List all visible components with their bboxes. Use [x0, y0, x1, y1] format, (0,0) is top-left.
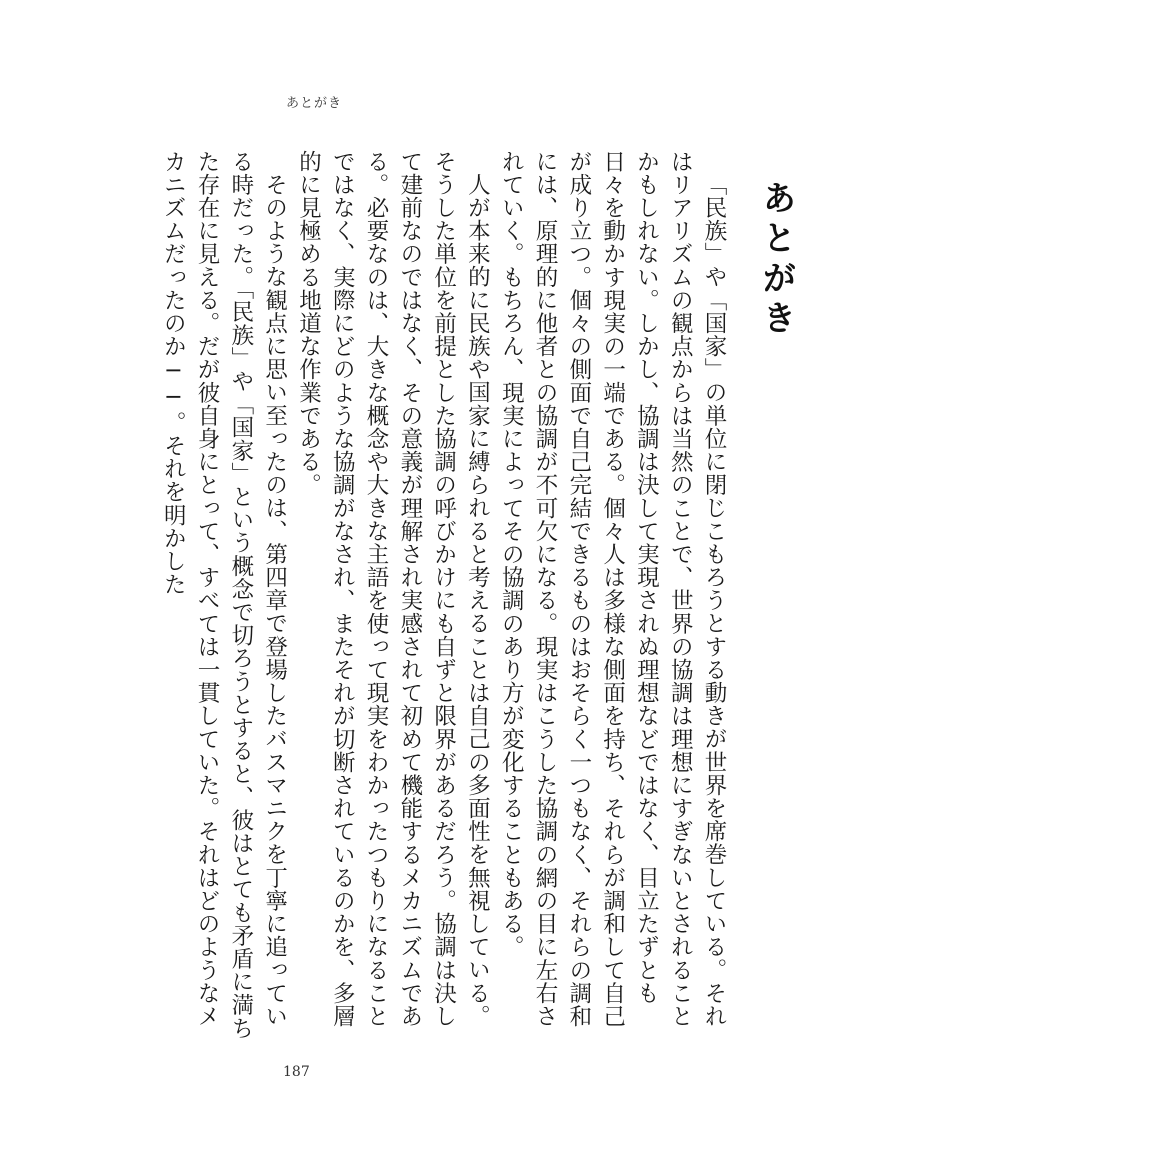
- page-number: 187: [283, 1064, 310, 1080]
- paragraph-3: そのような観点に思い至ったのは、第四章で登場したバスマニクを丁寧に追っている時だった。「民族」や「国家」という概念で切ろうとすると、彼はとても矛盾に満ちた存在に見える。だが彼自身にとって、すべては一貫していた。それはどのようなメカニズムだったのか──。それを明かした: [160, 150, 288, 1040]
- paragraph-1: 「民族」や「国家」の単位に閉じこもろうとする動きが世界を席巻している。それはリアリズムの観点からは当然のことで、世界の協調は理想にすぎないとされることかもしれない。しかし、協調は決して実現されぬ理想などではなく、目立たずとも日々を動かす現実の一端である。個々人は多様な側面を持ち、それらが調和して自己が成り立つ。個々の側面で自己完結できるものはおそらく一つもなく、それらの調和には、原理的に他者との協調が不可欠になる。現実はこうした協調の網の目に左右されていく。もちろん、現実によってその協調のあり方が変化することもある。: [498, 150, 727, 1028]
- running-head: あとがき: [286, 96, 343, 111]
- paragraph-2: 人が本来的に民族や国家に縛られると考えることは自己の多面性を無視している。そうした単位を前提とした協調の呼びかけにも自ずと限界があるだろう。協調は決して建前なのではなく、その意義が理解され実感されて初めて機能するメカニズムである。必要なのは、大きな概念や大きな主語を使って現実をわかったつもりになることではなく、実際にどのような協調がなされ、またそれが切断されているのかを、多層的に見極める地道な作業である。: [295, 150, 491, 1028]
- chapter-title: あとがき: [756, 180, 796, 340]
- body-text: [160, 150, 730, 1050]
